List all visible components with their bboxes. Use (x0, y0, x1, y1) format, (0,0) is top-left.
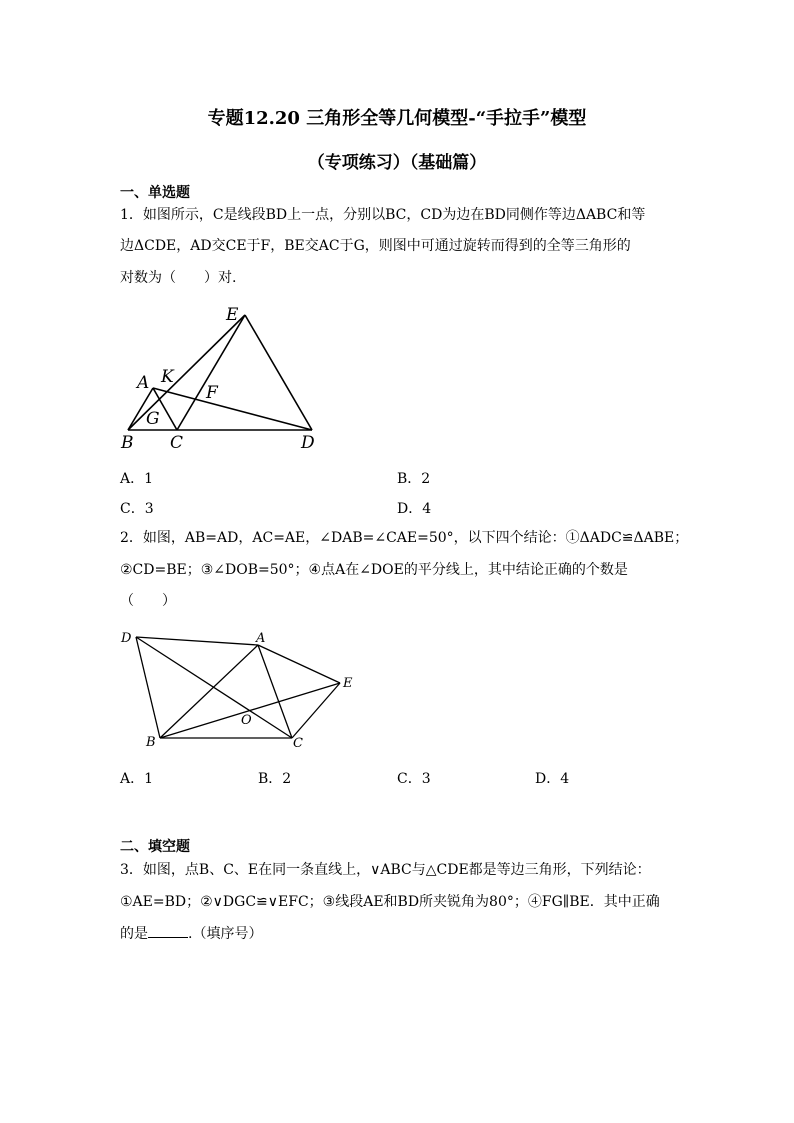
line-ad (153, 388, 312, 430)
page-subtitle: （专项练习）（基础篇） (307, 153, 487, 173)
question-2-line-1: 2．如图，AB=AD，AC=AE，∠DAB=∠CAE=50°，以下四个结论：①ΔADC≌ΔABE； (120, 530, 689, 546)
label-a: A (256, 631, 266, 646)
line-ed (245, 315, 312, 430)
question-2-line-2: ②CD=BE；③∠DOB=50°；④点A在∠DOE的平分线上，其中结论正确的个数是 (120, 562, 628, 578)
line-da (136, 637, 258, 645)
label-k: K (161, 367, 174, 387)
label-o: O (241, 713, 252, 728)
question-2-line-3: （ ） (120, 593, 176, 609)
label-b: B (146, 735, 156, 750)
answer-blank[interactable] (148, 923, 188, 938)
question-1-option-c[interactable]: C．3 (120, 501, 154, 517)
question-3-line-3 (120, 923, 262, 944)
label-d: D (301, 433, 315, 453)
question-1-line-1: 1．如图所示，C是线段BD上一点，分别以BC，CD为边在BD同侧作等边ΔABC和等 (120, 207, 646, 223)
page-title: 专题12.20 三角形全等几何模型-“手拉手”模型 (207, 108, 587, 129)
label-e: E (343, 676, 353, 691)
question-1-line-2: 边ΔCDE，AD交CE于F，BE交AC于G，则图中可通过旋转而得到的全等三角形的 (120, 238, 631, 254)
label-f: F (206, 383, 218, 403)
question-3-line-3-prefix: 的是 (120, 926, 148, 942)
label-d: D (121, 631, 132, 646)
label-g: G (146, 409, 160, 429)
question-1-figure (110, 300, 330, 460)
label-c: C (293, 736, 303, 751)
question-2-option-b[interactable]: B．2 (258, 771, 292, 787)
question-2-option-d[interactable]: D．4 (535, 771, 570, 787)
question-3-line-3-suffix: .（填序号） (188, 926, 263, 942)
section-heading-fill-blank: 二、填空题 (120, 839, 190, 855)
question-3-line-1: 3．如图，点B、C、E在同一条直线上，∨ABC与△CDE都是等边三角形，下列结论： (120, 862, 651, 878)
question-2-option-c[interactable]: C．3 (397, 771, 431, 787)
line-bd (136, 637, 160, 738)
question-1-option-d[interactable]: D．4 (397, 501, 432, 517)
question-3-line-2: ①AE=BD；②∨DGC≌∨EFC；③线段AE和BD所夹锐角为80°；④FG∥BE．其中正确 (120, 894, 660, 910)
label-c: C (170, 433, 184, 453)
label-a: A (137, 373, 150, 393)
question-1-line-3: 对数为（ ）对. (120, 270, 237, 286)
label-b: B (121, 433, 134, 453)
question-2-figure (110, 620, 370, 755)
question-1-option-b[interactable]: B．2 (397, 471, 431, 487)
line-ec (292, 683, 340, 738)
question-2-option-a[interactable]: A．1 (120, 771, 154, 787)
line-be (160, 683, 340, 738)
question-1-option-a[interactable]: A．1 (120, 471, 154, 487)
label-e: E (226, 305, 239, 325)
section-heading-single-choice: 一、单选题 (120, 185, 190, 201)
